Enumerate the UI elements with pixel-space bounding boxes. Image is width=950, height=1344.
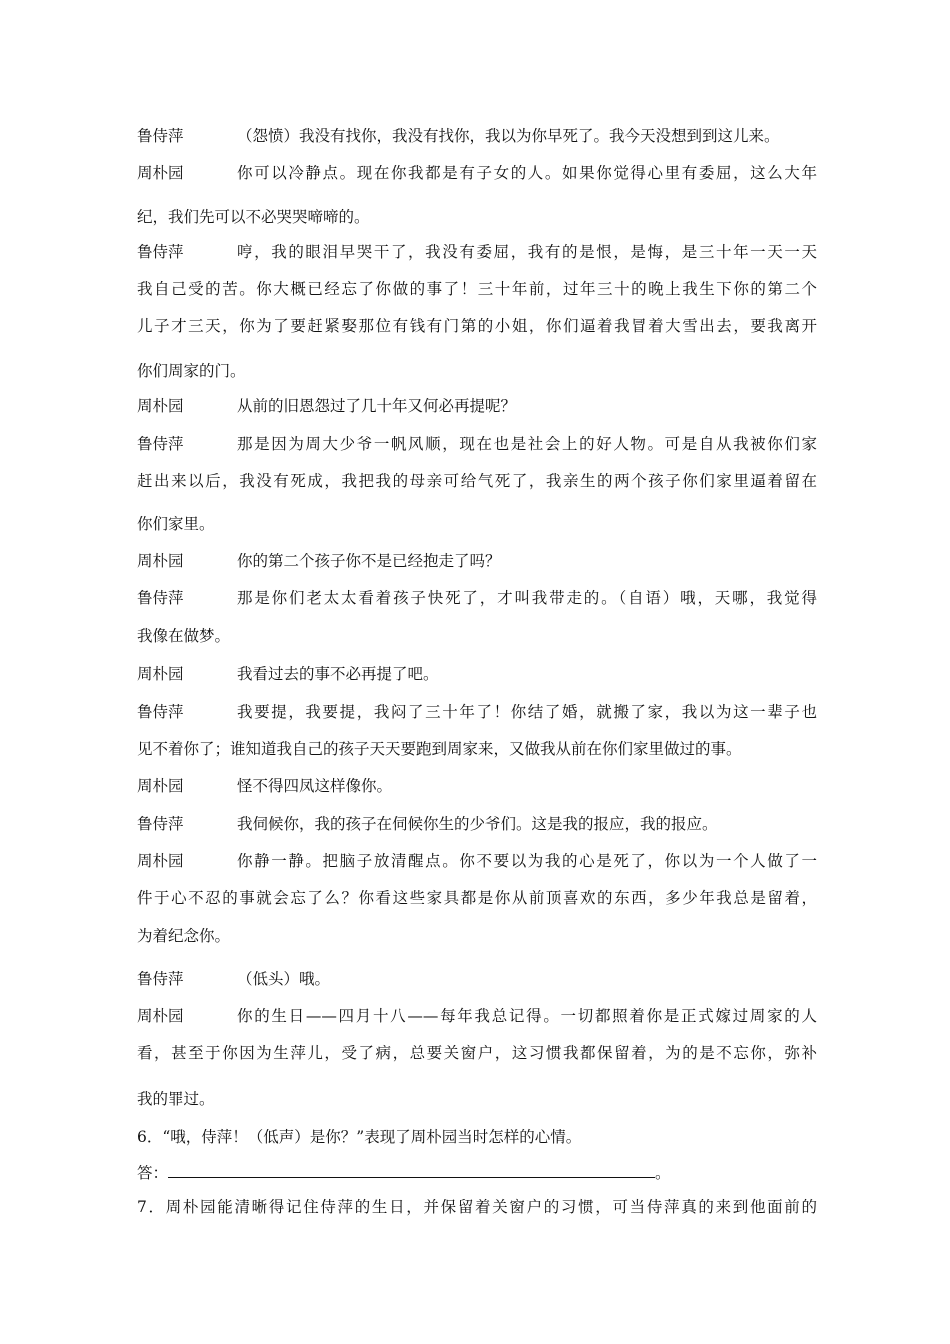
dialogue-line: [137, 664, 817, 684]
line-text: 怪不得四凤这样像你。: [237, 777, 393, 795]
text-line: 儿子才三天，你为了要赶紧娶那位有钱有门第的小姐，你们逼着我冒着大雪出去，要我离开: [137, 317, 817, 335]
dialogue-line: [137, 163, 817, 183]
line-text: 那是你们老太太看着孩子快死了，才叫我带走的。（自语）哦，天哪，我觉得: [237, 589, 817, 607]
speaker-name: 鲁侍萍: [137, 970, 184, 988]
question-7: 7．周朴园能清晰得记住侍萍的生日，并保留着关窗户的习惯，可当侍萍真的来到他面前的: [137, 1198, 817, 1216]
speaker-name: 周朴园: [137, 1007, 184, 1025]
dialogue-line: [137, 434, 817, 454]
speaker-name: 鲁侍萍: [137, 589, 184, 607]
dialogue-line: [137, 776, 817, 796]
dialogue-line: [137, 588, 817, 608]
answer-line-1: [137, 1163, 817, 1183]
speaker-name: 鲁侍萍: [137, 243, 184, 261]
answer-label: 答：: [137, 1164, 169, 1182]
speaker-name: 周朴园: [137, 665, 184, 683]
dialogue-line: [137, 126, 817, 146]
dialogue-line: [137, 969, 817, 989]
text-line: 见不着你了；谁知道我自己的孩子天天要跑到周家来，又做我从前在你们家里做过的事。: [137, 740, 742, 758]
text-line: 你们家里。: [137, 515, 215, 533]
line-text: 我伺候你，我的孩子在伺候你生的少爷们。这是我的报应，我的报应。: [237, 815, 718, 833]
text-line: 为着纪念你。: [137, 927, 231, 945]
dialogue-line: [137, 814, 817, 834]
text-line: 纪，我们先可以不必哭哭啼啼的。: [137, 208, 370, 226]
speaker-name: 鲁侍萍: [137, 815, 184, 833]
dialogue-line: [137, 551, 817, 571]
text-line: 6．“哦，侍萍！（低声）是你？”表现了周朴园当时怎样的心情。: [137, 1128, 582, 1146]
dialogue-line: [137, 396, 817, 416]
text-line: 看，甚至于你因为生萍儿，受了病，总要关窗户，这习惯我都保留着，为的是不忘你，弥补: [137, 1044, 817, 1062]
line-text: 你的第二个孩子你不是已经抱走了吗？: [237, 552, 501, 570]
line-text: 你可以冷静点。现在你我都是有子女的人。如果你觉得心里有委屈，这么大年: [237, 164, 817, 182]
text-line: 你们周家的门。: [137, 362, 246, 380]
speaker-name: 周朴园: [137, 777, 184, 795]
line-text: 那是因为周大少爷一帆风顺，现在也是社会上的好人物。可是自从我被你们家: [237, 435, 817, 453]
speaker-name: 周朴园: [137, 397, 184, 415]
line-text: 你静一静。把脑子放清醒点。你不要以为我的心是死了，你以为一个人做了一: [237, 852, 817, 870]
dialogue-line: [137, 242, 817, 262]
line-text: 从前的旧恩怨过了几十年又何必再提呢？: [237, 397, 517, 415]
line-text: （怨愤）我没有找你，我没有找你，我以为你早死了。我今天没想到到这儿来。: [237, 127, 780, 145]
dialogue-line: [137, 702, 817, 722]
line-text: 哼，我的眼泪早哭干了，我没有委屈，我有的是恨，是悔，是三十年一天一天: [237, 243, 817, 261]
speaker-name: 周朴园: [137, 552, 184, 570]
speaker-name: 周朴园: [137, 852, 184, 870]
answer-blank[interactable]: [168, 1163, 655, 1178]
dialogue-line: [137, 1006, 817, 1026]
speaker-name: 鲁侍萍: [137, 435, 184, 453]
text-line: 件于心不忍的事就会忘了么？你看这些家具都是你从前顶喜欢的东西，多少年我总是留着，: [137, 889, 817, 907]
text-line: 赶出来以后，我没有死成，我把我的母亲可给气死了，我亲生的两个孩子你们家里逼着留在: [137, 472, 817, 490]
text-line: 我像在做梦。: [137, 627, 231, 645]
answer-end: 。: [655, 1164, 671, 1182]
speaker-name: 鲁侍萍: [137, 127, 184, 145]
line-text: （低头）哦。: [237, 970, 331, 988]
text-line: 我的罪过。: [137, 1090, 215, 1108]
line-text: 你的生日——四月十八——每年我总记得。一切都照着你是正式嫁过周家的人: [237, 1007, 817, 1025]
speaker-name: 鲁侍萍: [137, 703, 184, 721]
line-text: 我要提，我要提，我闷了三十年了！你结了婚，就搬了家，我以为这一辈子也: [237, 703, 817, 721]
line-text: 我看过去的事不必再提了吧。: [237, 665, 439, 683]
speaker-name: 周朴园: [137, 164, 184, 182]
dialogue-line: [137, 851, 817, 871]
text-line: 我自己受的苦。你大概已经忘了你做的事了！三十年前，过年三十的晚上我生下你的第二个: [137, 280, 817, 298]
